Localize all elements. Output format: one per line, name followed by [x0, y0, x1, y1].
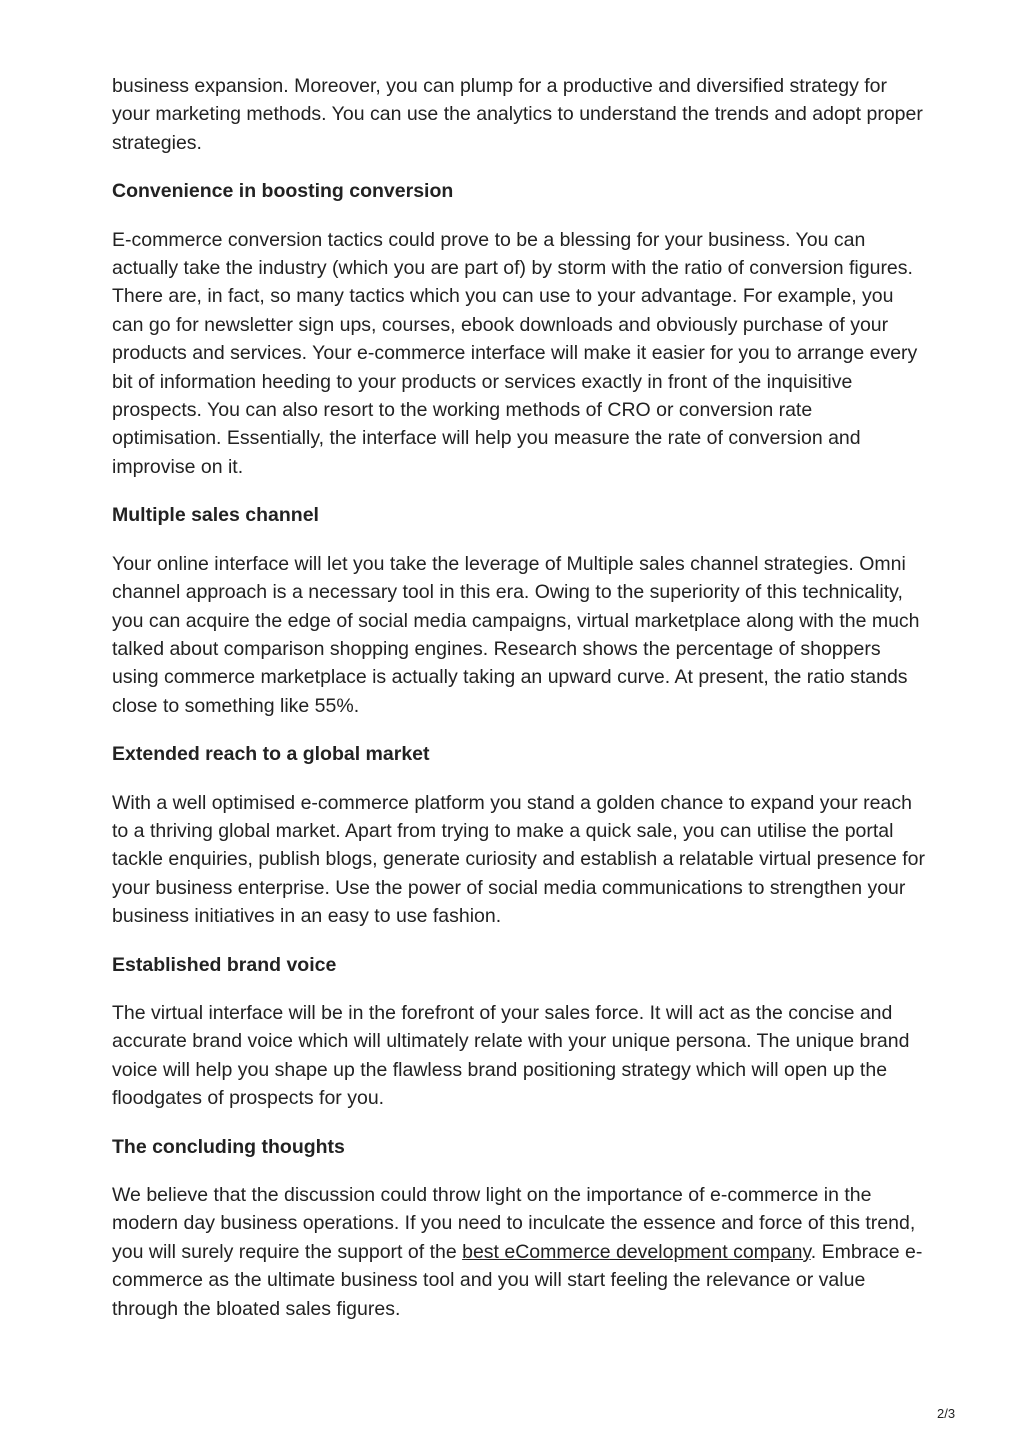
- conclusion-text-before-link: We believe that the discussion could throw light on the importance of e-commerce in the modern day business operations. If you need to inculcate the essence and force of this trend, you will surely require the support of the: [112, 1184, 916, 1263]
- conclusion-text-after-link: . Embrace e-commerce as the ultimate business tool and you will start feeling the relevance or value through the bloated sales figures.: [112, 1240, 923, 1320]
- conversion-paragraph: E-commerce conversion tactics could prove to be a blessing for your business. You can actually take the industry (which you are part of) by storm with the ratio of conversion figures. There are, in fact, so many tactics which you can use to your advantage. For example, you can go for newsletter sign ups, courses, ebook downloads and obviously purchase of your products and services. Your e-commerce interface will make it easier for you to arrange every bit of information heeding to your products or services exactly in front of the inquisitive prospects. You can also resort to the working methods of CRO or conversion rate optimisation. Essentially, the interface will help you measure the rate of conversion and improvise on it.: [112, 228, 918, 478]
- conversion-heading: Convenience in boosting conversion: [112, 180, 454, 203]
- global-reach-heading: Extended reach to a global market: [112, 743, 430, 766]
- intro-paragraph: business expansion. Moreover, you can plump for a productive and diversified strategy for your marketing methods. You can use the analytics to understand the trends and adopt proper strategies.: [112, 75, 923, 154]
- global-reach-paragraph: With a well optimised e-commerce platform you stand a golden chance to expand your reach to a thriving global market. Apart from trying to make a quick sale, you can utilise the portal tackle enquiries, publish blogs, generate curiosity and establish a relatable virtual presence for your business enterprise. Use the power of social media communications to strengthen your business initiatives in an easy to use fashion.: [112, 791, 925, 928]
- article-body: [112, 72, 927, 1343]
- brand-voice-heading: Established brand voice: [112, 953, 337, 976]
- conclusion-heading: The concluding thoughts: [112, 1135, 345, 1158]
- page-number: 2/3: [937, 1406, 956, 1421]
- ecommerce-company-link[interactable]: best eCommerce development company: [462, 1240, 811, 1263]
- sales-channel-heading: Multiple sales channel: [112, 504, 319, 527]
- brand-voice-paragraph: The virtual interface will be in the forefront of your sales force. It will act as the concise and accurate brand voice which will ultimately relate with your unique persona. The unique brand voice will help you shape up the flawless brand positioning strategy which will open up the floodgates of prospects for you.: [112, 1001, 910, 1110]
- sales-channel-paragraph: Your online interface will let you take the leverage of Multiple sales channel strategies. Omni channel approach is a necessary tool in this era. Owing to the superiority of this technicality, you can acquire the edge of social media campaigns, virtual marketplace along with the much talked about comparison shopping engines. Research shows the percentage of shoppers using commerce marketplace is actually taking an upward curve. At present, the ratio stands close to something like 55%.: [112, 552, 920, 717]
- conclusion-paragraph: [112, 1181, 927, 1323]
